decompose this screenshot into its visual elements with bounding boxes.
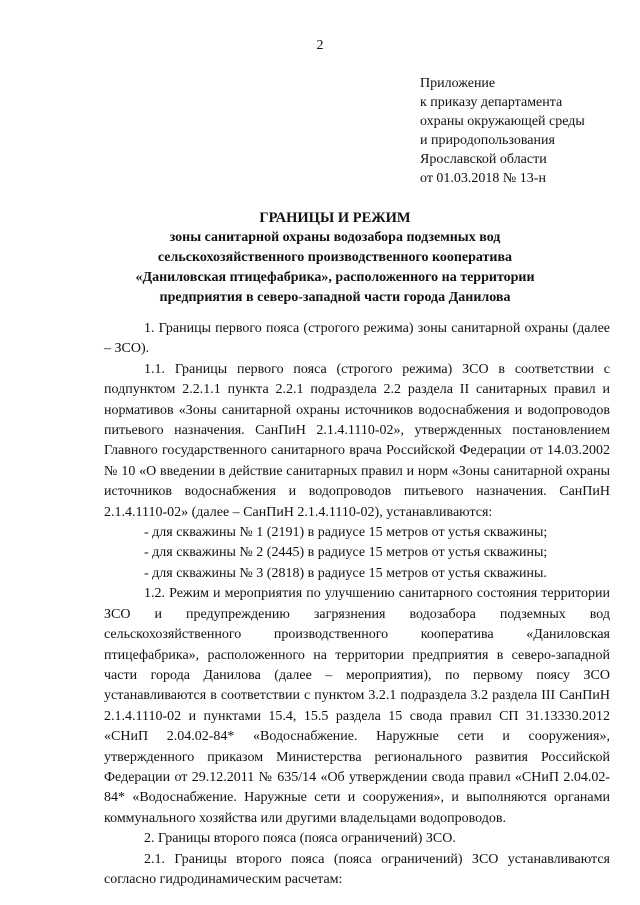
page-number: 2 [316,38,324,53]
appendix-line: Приложение [420,76,496,91]
heading-title: ГРАНИЦЫ И РЕЖИМ [259,210,411,226]
appendix-line: к приказу департамента [420,95,563,110]
appendix-line: от 01.03.2018 № 13-н [420,171,546,186]
paragraph-1: 1. Границы первого пояса (строгого режима) зоны санитарной охраны (далее – ЗСО). [104,321,610,357]
list-item-well-3: - для скважины № 3 (2818) в радиусе 15 метров от устья скважины. [144,565,547,581]
document-body [104,319,610,890]
list-item-well-1: - для скважины № 1 (2191) в радиусе 15 метров от устья скважины; [144,525,548,541]
paragraph-2: 2. Границы второго пояса (пояса ограничений) ЗСО. [144,831,456,847]
appendix-line: охраны окружающей среды [420,114,585,129]
document-heading [100,208,570,308]
appendix-line: и природопользования [420,133,555,148]
paragraph-2-1: 2.1. Границы второго пояса (пояса ограничений) ЗСО устанавливаются согласно гидродинамическим расчетам: [104,851,610,887]
paragraph-1-2: 1.2. Режим и мероприятия по улучшению санитарного состояния территории ЗСО и предупреждению загрязнения водозабора подземных вод сельскохозяйственного производственного кооператива «Даниловская птицефабрика», расположенного на территории предприятия в северо-западной части города Данилова (далее – мероприятия), по первому поясу ЗСО устанавливаются в соответствии с пунктом 3.2.1 подраздела 3.2 раздела III СанПиН 2.1.4.1110-02 и пунктами 15.4, 15.5 раздела 15 свода правил СП 31.13330.2012 «СНиП 2.04.02-84* «Водоснабжение. Наружные сети и сооружения», утвержденного приказом Министерства регионального развития Российской Федерации от 29.12.2011 № 635/14 «Об утверждении свода правил «СНиП 2.04.02-84* «Водоснабжение. Наружные сети и сооружения», и выполняются органами коммунального хозяйства или другими владельцами водопроводов. [104,586,610,826]
appendix-line: Ярославской области [420,152,547,167]
heading-line: предприятия в северо-западной части города Данилова [159,290,511,305]
list-item-well-2: - для скважины № 2 (2445) в радиусе 15 метров от устья скважины; [144,545,548,561]
appendix-block [420,74,585,188]
heading-line: зоны санитарной охраны водозабора подземных вод [169,230,501,245]
heading-line: «Даниловская птицефабрика», расположенного на территории [135,270,535,285]
paragraph-1-1: 1.1. Границы первого пояса (строгого режима) ЗСО в соответствии с подпунктом 2.2.1.1 пункта 2.2.1 подраздела 2.2 раздела II санитарных правил и нормативов «Зоны санитарной охраны источников водоснабжения и водопроводов питьевого назначения. СанПиН 2.1.4.1110-02», утвержденных постановлением Главного государственного санитарного врача Российской Федерации от 14.03.2002 № 10 «О введении в действие санитарных правил и норм «Зоны санитарной охраны источников водоснабжения и водопроводов питьевого назначения. СанПиН 2.1.4.1110-02» (далее – СанПиН 2.1.4.1110-02), устанавливаются: [104,361,610,520]
heading-line: сельскохозяйственного производственного кооператива [157,250,513,265]
